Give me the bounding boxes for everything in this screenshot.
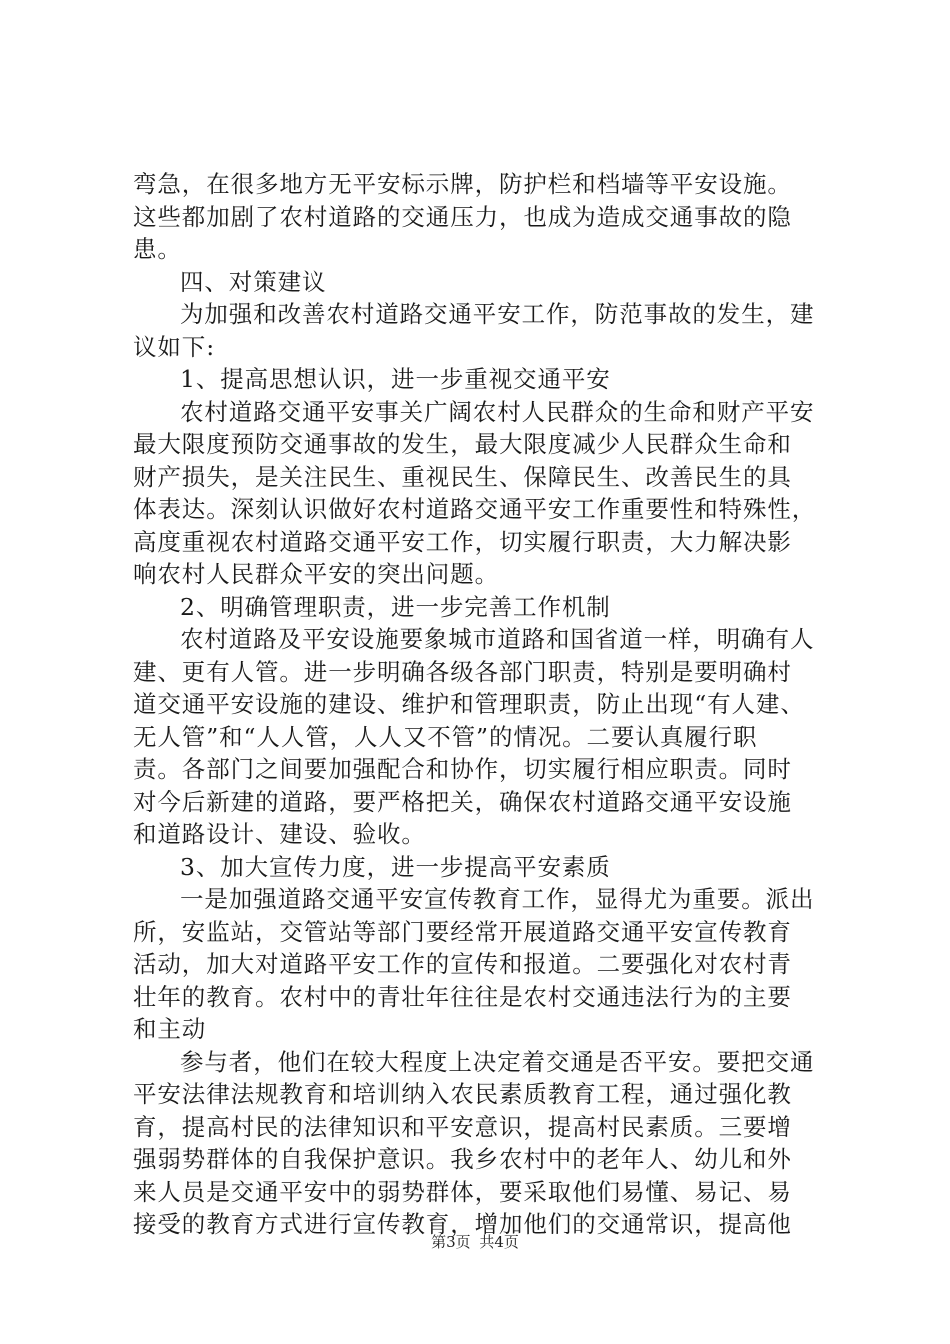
text-line: 为加强和改善农村道路交通平安工作，防范事故的发生，建 [180, 300, 815, 328]
text-line: 参与者，他们在较大程度上决定着交通是否平安。要把交通 [180, 1047, 815, 1076]
text-line: 和道路设计、建设、验收。 [133, 820, 426, 848]
text-line: 责。各部门之间要加强配合和协作，切实履行相应职责。同时 [133, 755, 792, 783]
text-line: 一是加强道路交通平安宣传教育工作，显得尤为重要。派出 [180, 885, 815, 913]
text-line: 接受的教育方式进行宣传教育，增加他们的交通常识，提高他 [133, 1210, 792, 1238]
text-line: 来人员是交通平安中的弱势群体，要采取他们易懂、易记、易 [133, 1177, 792, 1206]
document-body [133, 168, 833, 1241]
text-line: 和主动 [133, 1015, 207, 1043]
text-line: 这些都加剧了农村道路的交通压力，也成为造成交通事故的隐 [133, 202, 792, 231]
text-line: 弯急，在很多地方无平安标示牌，防护栏和档墙等平安设施。 [133, 170, 792, 198]
page-total: 共4页 [479, 1233, 519, 1251]
text-line: 道交通平安设施的建设、维护和管理职责，防止出现“有人建、 [133, 690, 805, 718]
text-line: 农村道路交通平安事关广阔农村人民群众的生命和财产平安 [180, 397, 815, 426]
text-line: 对今后新建的道路，要严格把关，确保农村道路交通平安设施 [133, 787, 792, 816]
text-line: 农村道路及平安设施要象城市道路和国省道一样，明确有人 [180, 625, 815, 653]
text-line: 患。 [133, 235, 182, 263]
text-line: 建、更有人管。进一步明确各级各部门职责，特别是要明确村 [133, 657, 792, 686]
text-line: 3、加大宣传力度，进一步提高平安素质 [180, 852, 611, 881]
text-line: 体表达。深刻认识做好农村道路交通平安工作重要性和特殊性， [133, 495, 817, 523]
text-line: 高度重视农村道路交通平安工作，切实履行职责，大力解决影 [133, 527, 792, 556]
page-footer [0, 1232, 950, 1252]
text-line: 壮年的教育。农村中的青壮年往往是农村交通违法行为的主要 [133, 982, 792, 1011]
text-line: 育，提高村民的法律知识和平安意识，提高村民素质。三要增 [133, 1112, 792, 1141]
text-line: 财产损失，是关注民生、重视民生、保障民生、改善民生的具 [133, 462, 792, 491]
text-line: 最大限度预防交通事故的发生，最大限度减少人民群众生命和 [133, 430, 792, 458]
text-line: 议如下: [133, 332, 216, 361]
text-line: 活动，加大对道路平安工作的宣传和报道。二要强化对农村青 [133, 950, 792, 978]
text-line: 响农村人民群众平安的突出问题。 [133, 560, 499, 588]
text-line: 四、对策建议 [180, 267, 327, 296]
text-line: 1、提高思想认识，进一步重视交通平安 [180, 365, 611, 393]
text-line: 无人管”和“人人管，人人又不管”的情况。二要认真履行职 [133, 722, 758, 751]
page-number: 第3页 [431, 1233, 471, 1251]
text-line: 平安法律法规教育和培训纳入农民素质教育工程，通过强化教 [133, 1080, 792, 1108]
text-line: 强弱势群体的自我保护意识。我乡农村中的老年人、幼儿和外 [133, 1145, 792, 1173]
text-line: 2、明确管理职责，进一步完善工作机制 [180, 592, 611, 621]
text-line: 所，安监站，交管站等部门要经常开展道路交通平安宣传教育 [133, 917, 792, 946]
